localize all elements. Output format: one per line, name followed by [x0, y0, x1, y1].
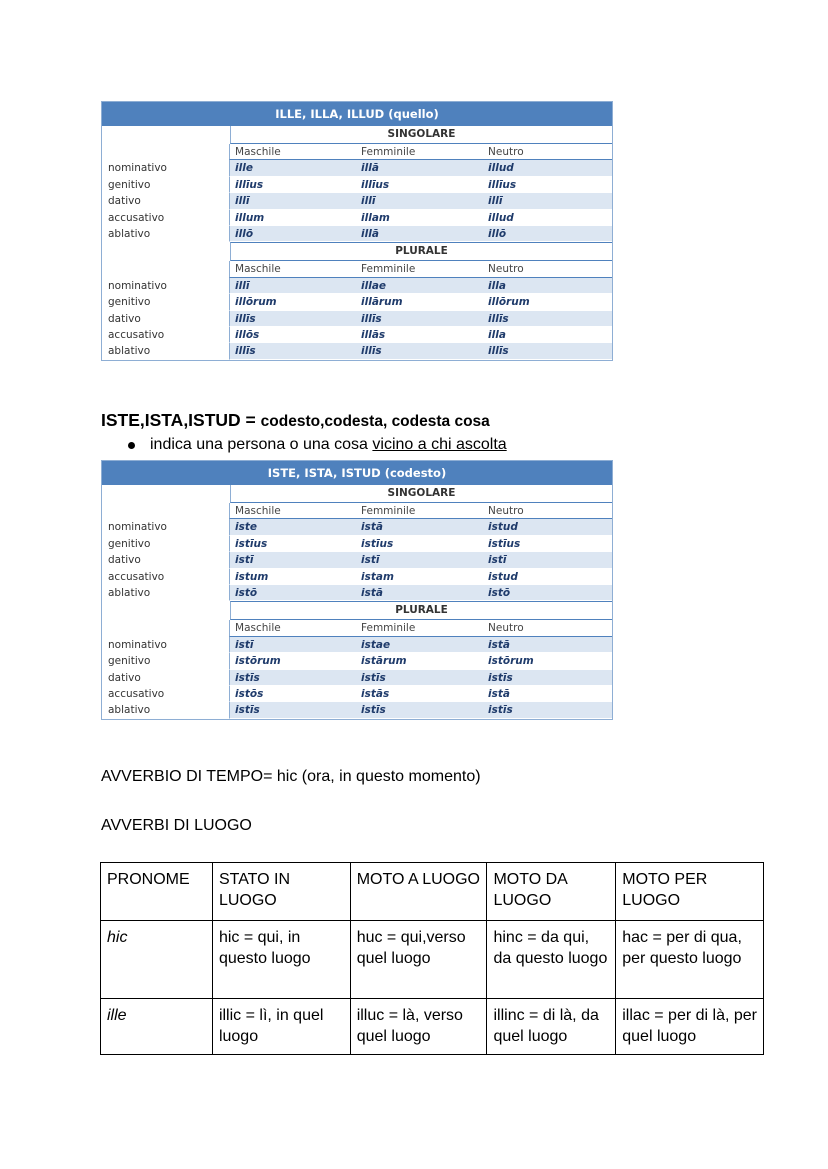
form-cell: istīs — [356, 702, 483, 718]
adverb-cell: illinc = di là, da quel luogo — [487, 999, 616, 1055]
form-cell: istī — [356, 552, 483, 568]
declension-row — [102, 210, 612, 226]
singular-label: SINGOLARE — [230, 485, 612, 503]
gender-header-row — [102, 144, 612, 160]
header-cell: MOTO PER LUOGO — [616, 863, 764, 921]
form-cell: illīs — [229, 311, 356, 327]
declension-row — [102, 686, 612, 702]
form-cell: illīs — [229, 343, 356, 359]
form-cell: illō — [483, 226, 612, 242]
form-cell: illī — [483, 193, 612, 209]
form-cell: illīus — [483, 177, 612, 193]
heading-rest: codesto,codesta, codesta cosa — [260, 413, 490, 430]
header-cell: MOTO A LUOGO — [350, 863, 487, 921]
form-cell: istōs — [229, 686, 356, 702]
form-cell: istae — [356, 637, 483, 653]
form-cell: istō — [229, 585, 356, 601]
gender-header-row — [102, 261, 612, 277]
pronoun-cell: ille — [101, 999, 213, 1055]
adverb-cell: huc = qui,verso quel luogo — [350, 921, 487, 999]
gender-header: Neutro — [483, 620, 612, 636]
case-label: ablativo — [108, 586, 151, 599]
form-cell: istā — [356, 585, 483, 601]
form-cell: istīus — [483, 536, 612, 552]
form-cell: illud — [483, 160, 612, 176]
form-cell: illā — [356, 160, 483, 176]
case-label: accusativo — [108, 687, 165, 700]
form-cell: istīs — [229, 670, 356, 686]
bullet-dot-icon — [128, 442, 135, 449]
form-cell: illum — [229, 210, 356, 226]
adverb-cell: illac = per di là, per quel luogo — [616, 999, 764, 1055]
form-cell: illīs — [483, 311, 612, 327]
adverb-cell: illuc = là, verso quel luogo — [350, 999, 487, 1055]
case-label: accusativo — [108, 328, 165, 341]
form-cell: illa — [483, 327, 612, 343]
case-label: dativo — [108, 312, 141, 325]
form-cell: iste — [229, 519, 356, 535]
iste-declension-table — [101, 460, 613, 720]
pronoun-cell: hic — [101, 921, 213, 999]
declension-row — [102, 343, 612, 359]
form-cell: istud — [483, 569, 612, 585]
form-cell: istās — [356, 686, 483, 702]
avverbi-luogo-heading: AVVERBI DI LUOGO — [101, 817, 252, 834]
bullet-item — [130, 436, 507, 454]
gender-header: Femminile — [356, 144, 483, 160]
singular-label: SINGOLARE — [230, 126, 612, 144]
case-label: genitivo — [108, 178, 151, 191]
gender-header: Maschile — [229, 261, 356, 277]
form-cell: istīus — [356, 536, 483, 552]
form-cell: istīs — [229, 702, 356, 718]
declension-row — [102, 653, 612, 669]
form-cell: istam — [356, 569, 483, 585]
form-cell: illīs — [356, 343, 483, 359]
gender-header: Neutro — [483, 144, 612, 160]
iste-heading — [101, 410, 490, 431]
form-cell: illī — [356, 193, 483, 209]
form-cell: illī — [229, 278, 356, 294]
declension-row — [102, 177, 612, 193]
form-cell: istā — [483, 637, 612, 653]
adverb-header-row — [101, 863, 764, 921]
adverb-cell: illic = lì, in quel luogo — [212, 999, 350, 1055]
form-cell: illā — [356, 226, 483, 242]
case-label: dativo — [108, 671, 141, 684]
table-title: ISTE, ISTA, ISTUD (codesto) — [102, 461, 612, 485]
header-cell: MOTO DA LUOGO — [487, 863, 616, 921]
gender-header-row — [102, 503, 612, 519]
form-cell: istī — [229, 552, 356, 568]
form-cell: istīs — [356, 670, 483, 686]
header-cell: STATO IN LUOGO — [212, 863, 350, 921]
form-cell: illō — [229, 226, 356, 242]
form-cell: istō — [483, 585, 612, 601]
declension-row — [102, 585, 612, 601]
form-cell: istīs — [483, 702, 612, 718]
form-cell: ille — [229, 160, 356, 176]
case-label: ablativo — [108, 704, 151, 717]
gender-header: Maschile — [229, 503, 356, 519]
form-cell: illīs — [356, 311, 483, 327]
form-cell: istīs — [483, 670, 612, 686]
declension-row — [102, 311, 612, 327]
bullet-underlined: vicino a chi ascolta — [372, 436, 507, 453]
plural-label: PLURALE — [230, 242, 612, 261]
ille-declension-table — [101, 101, 613, 361]
form-cell: illae — [356, 278, 483, 294]
form-cell: illam — [356, 210, 483, 226]
form-cell: istā — [356, 519, 483, 535]
adverb-cell: hac = per di qua, per questo luogo — [616, 921, 764, 999]
gender-header: Maschile — [229, 620, 356, 636]
form-cell: istud — [483, 519, 612, 535]
case-label: nominativo — [108, 162, 167, 175]
table-title: ILLE, ILLA, ILLUD (quello) — [102, 102, 612, 126]
case-label: genitivo — [108, 655, 151, 668]
case-label: nominativo — [108, 638, 167, 651]
form-cell: illōrum — [483, 294, 612, 310]
form-cell: illud — [483, 210, 612, 226]
form-cell: istā — [483, 686, 612, 702]
gender-header: Femminile — [356, 503, 483, 519]
adverb-row — [101, 999, 764, 1055]
adverb-row — [101, 921, 764, 999]
form-cell: istum — [229, 569, 356, 585]
declension-row — [102, 670, 612, 686]
form-cell: illās — [356, 327, 483, 343]
heading-bold: ISTE,ISTA,ISTUD = — [101, 410, 261, 430]
form-cell: illa — [483, 278, 612, 294]
form-cell: istārum — [356, 653, 483, 669]
declension-row — [102, 637, 612, 653]
bullet-text: indica una persona o una cosa — [150, 436, 373, 453]
case-label: genitivo — [108, 296, 151, 309]
form-cell: illī — [229, 193, 356, 209]
declension-row — [102, 569, 612, 585]
form-cell: istī — [483, 552, 612, 568]
declension-row — [102, 193, 612, 209]
form-cell: illīus — [356, 177, 483, 193]
declension-row — [102, 226, 612, 242]
declension-row — [102, 519, 612, 535]
avverbio-tempo: AVVERBIO DI TEMPO= hic (ora, in questo momento) — [101, 768, 481, 785]
declension-row — [102, 552, 612, 568]
header-cell: PRONOME — [101, 863, 213, 921]
adverb-table — [100, 862, 764, 1055]
case-label: accusativo — [108, 570, 165, 583]
case-label: dativo — [108, 195, 141, 208]
declension-row — [102, 160, 612, 176]
form-cell: istī — [229, 637, 356, 653]
case-label: ablativo — [108, 227, 151, 240]
declension-row — [102, 278, 612, 294]
case-label: ablativo — [108, 345, 151, 358]
gender-header-row — [102, 620, 612, 636]
form-cell: istīus — [229, 536, 356, 552]
form-cell: istōrum — [229, 653, 356, 669]
gender-header: Femminile — [356, 620, 483, 636]
case-label: genitivo — [108, 537, 151, 550]
plural-label: PLURALE — [230, 601, 612, 620]
form-cell: illārum — [356, 294, 483, 310]
gender-header: Neutro — [483, 261, 612, 277]
form-cell: illōs — [229, 327, 356, 343]
form-cell: illīus — [229, 177, 356, 193]
case-label: accusativo — [108, 211, 165, 224]
declension-row — [102, 536, 612, 552]
declension-row — [102, 702, 612, 718]
adverb-cell: hinc = da qui, da questo luogo — [487, 921, 616, 999]
case-label: nominativo — [108, 279, 167, 292]
adverb-cell: hic = qui, in questo luogo — [212, 921, 350, 999]
gender-header: Maschile — [229, 144, 356, 160]
declension-row — [102, 294, 612, 310]
declension-row — [102, 327, 612, 343]
case-label: dativo — [108, 554, 141, 567]
case-label: nominativo — [108, 521, 167, 534]
gender-header: Femminile — [356, 261, 483, 277]
form-cell: illīs — [483, 343, 612, 359]
form-cell: istōrum — [483, 653, 612, 669]
gender-header: Neutro — [483, 503, 612, 519]
form-cell: illōrum — [229, 294, 356, 310]
